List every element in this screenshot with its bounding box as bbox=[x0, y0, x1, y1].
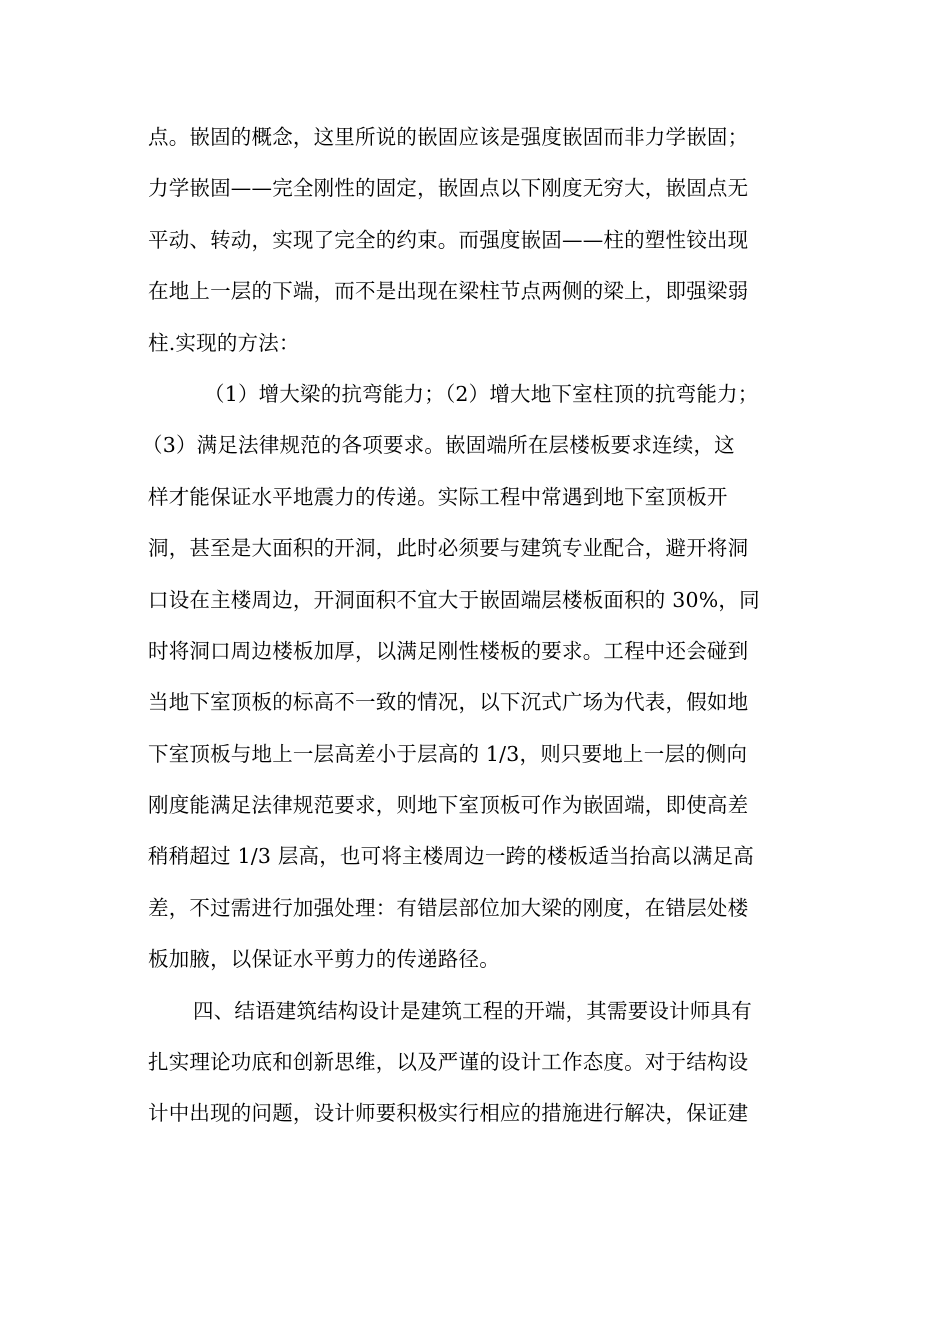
text-line: 在地上一层的下端，而不是出现在梁柱节点两侧的梁上，即强梁弱 bbox=[148, 279, 749, 304]
text-line: 刚度能满足法律规范要求，则地下室顶板可作为嵌固端，即使高差 bbox=[148, 793, 749, 818]
text-line: 计中出现的问题，设计师要积极实行相应的措施进行解决，保证建 bbox=[148, 1101, 749, 1126]
text-line: 扎实理论功底和创新思维，以及严谨的设计工作态度。对于结构设 bbox=[148, 1050, 749, 1075]
text-line: 四、结语建筑结构设计是建筑工程的开端，其需要设计师具有 bbox=[193, 998, 752, 1023]
text-line: 下室顶板与地上一层高差小于层高的 1/3，则只要地上一层的侧向 bbox=[148, 741, 748, 766]
document-body bbox=[142, 117, 808, 1145]
text-line: 样才能保证水平地震力的传递。实际工程中常遇到地下室顶板开 bbox=[148, 484, 728, 509]
text-line: 口设在主楼周边，开洞面积不宜大于嵌固端层楼板面积的 30%，同 bbox=[148, 587, 760, 612]
text-line: 点。嵌固的概念，这里所说的嵌固应该是强度嵌固而非力学嵌固； bbox=[148, 125, 749, 149]
text-line: 力学嵌固——完全刚性的固定，嵌固点以下刚度无穷大，嵌固点无 bbox=[148, 176, 749, 201]
text-line: 洞，甚至是大面积的开洞，此时必须要与建筑专业配合，避开将洞 bbox=[148, 536, 749, 561]
text-line: （3）满足法律规范的各项要求。嵌固端所在层楼板要求连续，这 bbox=[142, 433, 735, 458]
text-line: 平动、转动，实现了完全的约束。而强度嵌固——柱的塑性铰出现 bbox=[148, 227, 749, 252]
text-line: 时将洞口周边楼板加厚，以满足刚性楼板的要求。工程中还会碰到 bbox=[148, 638, 749, 663]
text-line: 当地下室顶板的标高不一致的情况，以下沉式广场为代表，假如地 bbox=[148, 690, 749, 715]
text-line: 稍稍超过 1/3 层高，也可将主楼周边一跨的楼板适当抬高以满足高 bbox=[148, 844, 754, 869]
text-line: 差，不过需进行加强处理：有错层部位加大梁的刚度，在错层处楼 bbox=[148, 895, 749, 920]
text-line: 柱.实现的方法： bbox=[148, 330, 300, 355]
text-line: （1）增大梁的抗弯能力；（2）增大地下室柱顶的抗弯能力； bbox=[204, 381, 759, 406]
text-line: 板加腋，以保证水平剪力的传递路径。 bbox=[148, 947, 500, 972]
